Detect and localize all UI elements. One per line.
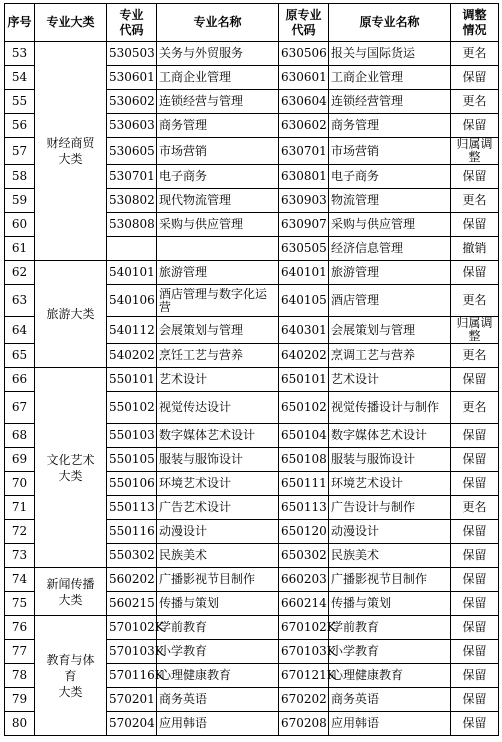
old-major-name: 小学教育: [329, 640, 451, 664]
adjustment-status: 更名: [451, 90, 499, 114]
category-cell: 财经商贸 大类: [35, 42, 107, 261]
row-seq: 72: [5, 520, 35, 544]
adjustment-status: 保留: [451, 568, 499, 592]
row-seq: 79: [5, 688, 35, 712]
adjustment-status: 保留: [451, 640, 499, 664]
row-seq: 77: [5, 640, 35, 664]
major-name: 旅游管理: [157, 261, 279, 285]
major-code: 550105: [107, 448, 157, 472]
major-name: 学前教育: [157, 616, 279, 640]
old-major-name: 连锁经营管理: [329, 90, 451, 114]
old-major-code: 630602: [279, 114, 329, 138]
major-name: 艺术设计: [157, 368, 279, 392]
row-seq: 65: [5, 344, 35, 368]
row-seq: 63: [5, 285, 35, 317]
table-row: [5, 368, 499, 392]
major-name: 关务与外贸服务: [157, 42, 279, 66]
major-name: 广告艺术设计: [157, 496, 279, 520]
major-code: 530808: [107, 213, 157, 237]
old-major-name: 动漫设计: [329, 520, 451, 544]
old-major-code: 670208: [279, 712, 329, 736]
row-seq: 71: [5, 496, 35, 520]
adjustment-status: 归属调整: [451, 317, 499, 344]
old-major-name: 酒店管理: [329, 285, 451, 317]
header-old-name: 原专业名称: [329, 4, 451, 42]
row-seq: 68: [5, 424, 35, 448]
major-code: 540101: [107, 261, 157, 285]
old-major-name: 工商企业管理: [329, 66, 451, 90]
old-major-name: 采购与供应管理: [329, 213, 451, 237]
major-name: 会展策划与管理: [157, 317, 279, 344]
header-category: 专业大类: [35, 4, 107, 42]
row-seq: 80: [5, 712, 35, 736]
adjustment-status: 保留: [451, 66, 499, 90]
old-major-name: 环境艺术设计: [329, 472, 451, 496]
old-major-name: 应用韩语: [329, 712, 451, 736]
adjustment-status: 保留: [451, 472, 499, 496]
major-code: 570116K: [107, 664, 157, 688]
old-major-name: 学前教育: [329, 616, 451, 640]
adjustment-status: 保留: [451, 114, 499, 138]
major-code: [107, 237, 157, 261]
adjustment-status: 保留: [451, 261, 499, 285]
major-name: 应用韩语: [157, 712, 279, 736]
old-major-name: 广告设计与制作: [329, 496, 451, 520]
old-major-name: 商务管理: [329, 114, 451, 138]
row-seq: 56: [5, 114, 35, 138]
row-seq: 57: [5, 138, 35, 165]
adjustment-status: 保留: [451, 424, 499, 448]
major-code: 540106: [107, 285, 157, 317]
major-name: 数字媒体艺术设计: [157, 424, 279, 448]
old-major-name: 广播影视节目制作: [329, 568, 451, 592]
old-major-code: 670202: [279, 688, 329, 712]
adjustment-status: 保留: [451, 664, 499, 688]
table-header-row: [5, 4, 499, 42]
row-seq: 76: [5, 616, 35, 640]
major-name: 采购与供应管理: [157, 213, 279, 237]
old-major-code: 630701: [279, 138, 329, 165]
table-body: [5, 42, 499, 736]
adjustment-status: 更名: [451, 42, 499, 66]
major-name: 电子商务: [157, 165, 279, 189]
adjustment-status: 更名: [451, 344, 499, 368]
header-code: 专业 代码: [107, 4, 157, 42]
old-major-code: 650120: [279, 520, 329, 544]
table-row: [5, 616, 499, 640]
major-code: 530605: [107, 138, 157, 165]
old-major-code: 630604: [279, 90, 329, 114]
adjustment-status: 撤销: [451, 237, 499, 261]
row-seq: 60: [5, 213, 35, 237]
old-major-code: 630903: [279, 189, 329, 213]
major-name: 烹饪工艺与营养: [157, 344, 279, 368]
major-code: 570103K: [107, 640, 157, 664]
old-major-code: 640301: [279, 317, 329, 344]
adjustment-status: 更名: [451, 285, 499, 317]
major-code: 550101: [107, 368, 157, 392]
row-seq: 70: [5, 472, 35, 496]
major-name: 视觉传达设计: [157, 392, 279, 424]
major-name: 广播影视节目制作: [157, 568, 279, 592]
old-major-name: 服装与服饰设计: [329, 448, 451, 472]
major-name: 现代物流管理: [157, 189, 279, 213]
major-code: 530802: [107, 189, 157, 213]
major-code: 570201: [107, 688, 157, 712]
row-seq: 64: [5, 317, 35, 344]
major-code: 570102K: [107, 616, 157, 640]
old-major-code: 650111: [279, 472, 329, 496]
old-major-code: 630601: [279, 66, 329, 90]
old-major-code: 630506: [279, 42, 329, 66]
major-name: 连锁经营与管理: [157, 90, 279, 114]
old-major-code: 630907: [279, 213, 329, 237]
row-seq: 55: [5, 90, 35, 114]
old-major-code: 630801: [279, 165, 329, 189]
category-cell: 文化艺术 大类: [35, 368, 107, 568]
major-code: 530601: [107, 66, 157, 90]
old-major-name: 旅游管理: [329, 261, 451, 285]
major-code: 550102: [107, 392, 157, 424]
major-name: 传播与策划: [157, 592, 279, 616]
adjustment-status: 更名: [451, 189, 499, 213]
header-status: 调整 情况: [451, 4, 499, 42]
old-major-code: 630505: [279, 237, 329, 261]
major-adjustment-table: [4, 3, 499, 736]
major-code: 550302: [107, 544, 157, 568]
old-major-code: 670102K: [279, 616, 329, 640]
major-code: 530602: [107, 90, 157, 114]
old-major-code: 660203: [279, 568, 329, 592]
old-major-name: 会展策划与管理: [329, 317, 451, 344]
major-code: 560215: [107, 592, 157, 616]
adjustment-status: 更名: [451, 392, 499, 424]
category-cell: 教育与体 育 大类: [35, 616, 107, 736]
major-name: 服装与服饰设计: [157, 448, 279, 472]
category-cell: 旅游大类: [35, 261, 107, 368]
row-seq: 73: [5, 544, 35, 568]
old-major-name: 数字媒体艺术设计: [329, 424, 451, 448]
old-major-name: 视觉传播设计与制作: [329, 392, 451, 424]
adjustment-status: 保留: [451, 368, 499, 392]
row-seq: 59: [5, 189, 35, 213]
row-seq: 66: [5, 368, 35, 392]
major-code: 530503: [107, 42, 157, 66]
adjustment-status: 保留: [451, 688, 499, 712]
major-code: 570204: [107, 712, 157, 736]
major-name: 市场营销: [157, 138, 279, 165]
document-page: [4, 3, 499, 736]
adjustment-status: 保留: [451, 520, 499, 544]
table-row: [5, 42, 499, 66]
old-major-code: 660214: [279, 592, 329, 616]
row-seq: 53: [5, 42, 35, 66]
adjustment-status: 保留: [451, 448, 499, 472]
header-seq: 序号: [5, 4, 35, 42]
major-name: 商务英语: [157, 688, 279, 712]
old-major-code: 640202: [279, 344, 329, 368]
major-name: 环境艺术设计: [157, 472, 279, 496]
header-old-code: 原专业 代码: [279, 4, 329, 42]
adjustment-status: 保留: [451, 616, 499, 640]
row-seq: 75: [5, 592, 35, 616]
row-seq: 54: [5, 66, 35, 90]
old-major-code: 650104: [279, 424, 329, 448]
major-name: 心理健康教育: [157, 664, 279, 688]
old-major-name: 物流管理: [329, 189, 451, 213]
major-name: 民族美术: [157, 544, 279, 568]
header-name: 专业名称: [157, 4, 279, 42]
row-seq: 78: [5, 664, 35, 688]
old-major-name: 传播与策划: [329, 592, 451, 616]
old-major-code: 650102: [279, 392, 329, 424]
old-major-name: 市场营销: [329, 138, 451, 165]
adjustment-status: 保留: [451, 592, 499, 616]
major-name: 酒店管理与数字化运营: [157, 285, 279, 317]
major-name: [157, 237, 279, 261]
old-major-code: 670103K: [279, 640, 329, 664]
major-code: 550106: [107, 472, 157, 496]
old-major-name: 艺术设计: [329, 368, 451, 392]
major-code: 560202: [107, 568, 157, 592]
row-seq: 67: [5, 392, 35, 424]
major-code: 530701: [107, 165, 157, 189]
adjustment-status: 保留: [451, 165, 499, 189]
major-code: 530603: [107, 114, 157, 138]
adjustment-status: 归属调整: [451, 138, 499, 165]
old-major-name: 心理健康教育: [329, 664, 451, 688]
major-name: 工商企业管理: [157, 66, 279, 90]
major-name: 动漫设计: [157, 520, 279, 544]
major-code: 550103: [107, 424, 157, 448]
old-major-code: 650302: [279, 544, 329, 568]
old-major-name: 报关与国际货运: [329, 42, 451, 66]
old-major-name: 商务英语: [329, 688, 451, 712]
old-major-name: 经济信息管理: [329, 237, 451, 261]
adjustment-status: 更名: [451, 496, 499, 520]
old-major-code: 650113: [279, 496, 329, 520]
major-code: 550113: [107, 496, 157, 520]
old-major-name: 电子商务: [329, 165, 451, 189]
category-cell: 新闻传播 大类: [35, 568, 107, 616]
table-row: [5, 261, 499, 285]
old-major-code: 640101: [279, 261, 329, 285]
old-major-code: 650108: [279, 448, 329, 472]
old-major-name: 民族美术: [329, 544, 451, 568]
old-major-code: 650101: [279, 368, 329, 392]
old-major-name: 烹调工艺与营养: [329, 344, 451, 368]
adjustment-status: 保留: [451, 712, 499, 736]
major-code: 540202: [107, 344, 157, 368]
row-seq: 74: [5, 568, 35, 592]
old-major-code: 640105: [279, 285, 329, 317]
major-code: 540112: [107, 317, 157, 344]
adjustment-status: 保留: [451, 544, 499, 568]
adjustment-status: 保留: [451, 213, 499, 237]
major-code: 550116: [107, 520, 157, 544]
row-seq: 69: [5, 448, 35, 472]
major-name: 小学教育: [157, 640, 279, 664]
old-major-code: 670121K: [279, 664, 329, 688]
row-seq: 58: [5, 165, 35, 189]
row-seq: 62: [5, 261, 35, 285]
major-name: 商务管理: [157, 114, 279, 138]
table-row: [5, 568, 499, 592]
row-seq: 61: [5, 237, 35, 261]
